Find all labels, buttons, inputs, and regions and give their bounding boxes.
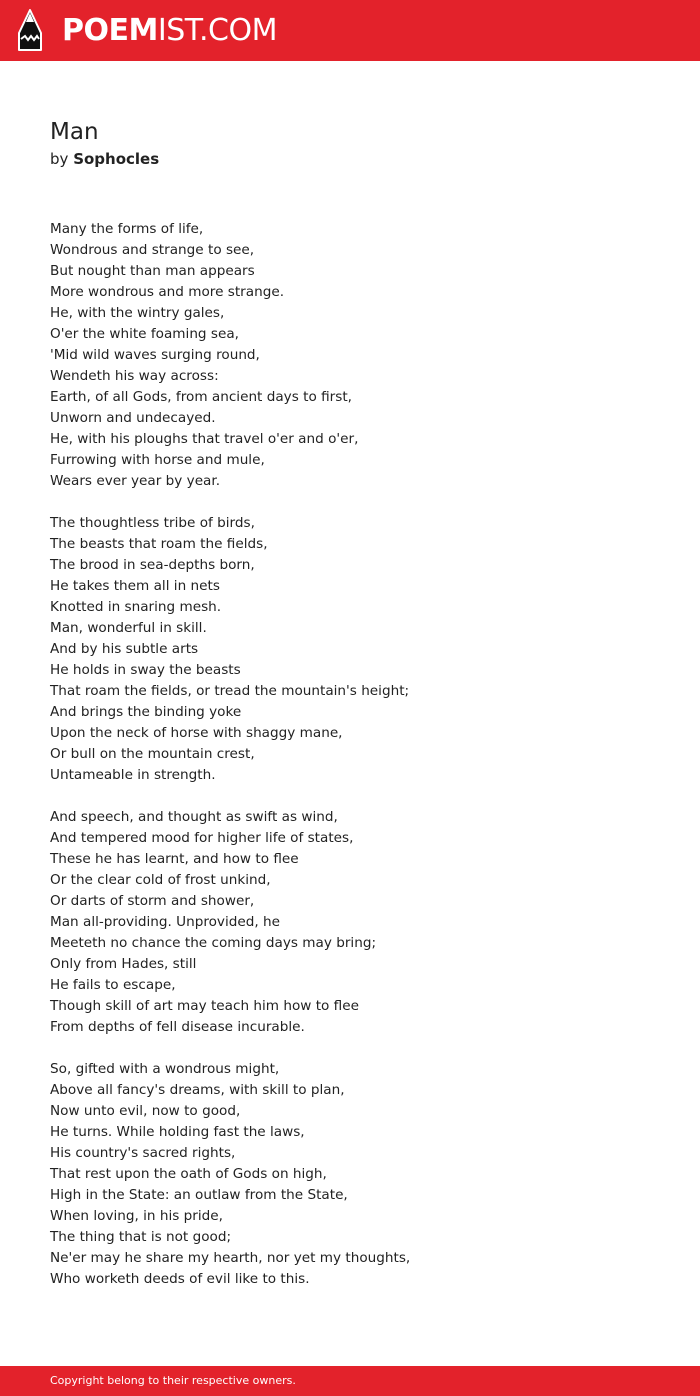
poem-line: Many the forms of life, — [50, 221, 204, 237]
poem-line: Unworn and undecayed. — [50, 410, 216, 426]
poem-line: Man all-providing. Unprovided, he — [50, 914, 280, 930]
poem-line: The thing that is not good; — [50, 1229, 232, 1245]
poem-body — [50, 219, 670, 1311]
poem-line: But nought than man appears — [50, 263, 255, 279]
poem-line: He turns. While holding fast the laws, — [50, 1124, 305, 1140]
poem-line: Wondrous and strange to see, — [50, 242, 255, 258]
poem-line: And brings the binding yoke — [50, 704, 242, 720]
poem-line: High in the State: an outlaw from the State, — [50, 1187, 348, 1203]
poem-line: He, with his ploughs that travel o'er and o'er, — [50, 431, 359, 447]
poem-line: He fails to escape, — [50, 977, 176, 993]
poem-line: These he has learnt, and how to flee — [50, 851, 299, 867]
poem-line: When loving, in his pride, — [50, 1208, 223, 1224]
poem-line: And by his subtle arts — [50, 641, 199, 657]
poem-line: The beasts that roam the fields, — [50, 536, 268, 552]
poem-line: Or the clear cold of frost unkind, — [50, 872, 271, 888]
poem-line: The brood in sea-depths born, — [50, 557, 255, 573]
by-label: by — [50, 150, 69, 168]
poem-line: Furrowing with horse and mule, — [50, 452, 265, 468]
poem-line: Ne'er may he share my hearth, nor yet my thoughts, — [50, 1250, 411, 1266]
copyright-text: Copyright belong to their respective owners. — [50, 1374, 296, 1387]
author-name[interactable]: Sophocles — [73, 150, 160, 168]
logo-text-bold: POEM — [62, 13, 158, 48]
poem-line: He takes them all in nets — [50, 578, 220, 594]
poem-line: Man, wonderful in skill. — [50, 620, 207, 636]
poem-line: That roam the fields, or tread the mountain's height; — [50, 683, 410, 699]
poem-line: More wondrous and more strange. — [50, 284, 285, 300]
site-header — [0, 0, 700, 61]
poem-line: Or darts of storm and shower, — [50, 893, 255, 909]
poem-line: Wears ever year by year. — [50, 473, 221, 489]
poem-stanza — [50, 1059, 670, 1290]
byline — [50, 149, 159, 169]
poem-line: Untameable in strength. — [50, 767, 216, 783]
poem-line: Only from Hades, still — [50, 956, 197, 972]
poem-stanza — [50, 807, 670, 1038]
poem-line: Earth, of all Gods, from ancient days to first, — [50, 389, 352, 405]
poem-title: Man — [50, 119, 99, 145]
poem-line: Though skill of art may teach him how to flee — [50, 998, 359, 1014]
poem-line: He, with the wintry gales, — [50, 305, 225, 321]
poem-line: Upon the neck of horse with shaggy mane, — [50, 725, 343, 741]
poem-line: Or bull on the mountain crest, — [50, 746, 255, 762]
poem-line: Above all fancy's dreams, with skill to plan, — [50, 1082, 345, 1098]
site-footer — [0, 1366, 700, 1396]
poem-line: And tempered mood for higher life of states, — [50, 830, 354, 846]
poem-line: So, gifted with a wondrous might, — [50, 1061, 280, 1077]
poem-line: His country's sacred rights, — [50, 1145, 236, 1161]
poem-line: Wendeth his way across: — [50, 368, 219, 384]
poem-line: Knotted in snaring mesh. — [50, 599, 222, 615]
poem-stanza — [50, 513, 670, 786]
poem-line: That rest upon the oath of Gods on high, — [50, 1166, 327, 1182]
poem-line: Meeteth no chance the coming days may bring; — [50, 935, 377, 951]
poem-line: The thoughtless tribe of birds, — [50, 515, 255, 531]
poem-line: Who worketh deeds of evil like to this. — [50, 1271, 310, 1287]
poem-line: Now unto evil, now to good, — [50, 1103, 241, 1119]
poem-line: 'Mid wild waves surging round, — [50, 347, 260, 363]
poem-line: O'er the white foaming sea, — [50, 326, 239, 342]
pencil-tip-icon[interactable] — [17, 9, 43, 52]
poem-line: He holds in sway the beasts — [50, 662, 241, 678]
logo-text-light: IST.COM — [157, 13, 277, 48]
poem-line: And speech, and thought as swift as wind, — [50, 809, 338, 825]
site-logo[interactable] — [62, 12, 277, 50]
poem-line: From depths of fell disease incurable. — [50, 1019, 305, 1035]
poem-stanza — [50, 219, 670, 492]
